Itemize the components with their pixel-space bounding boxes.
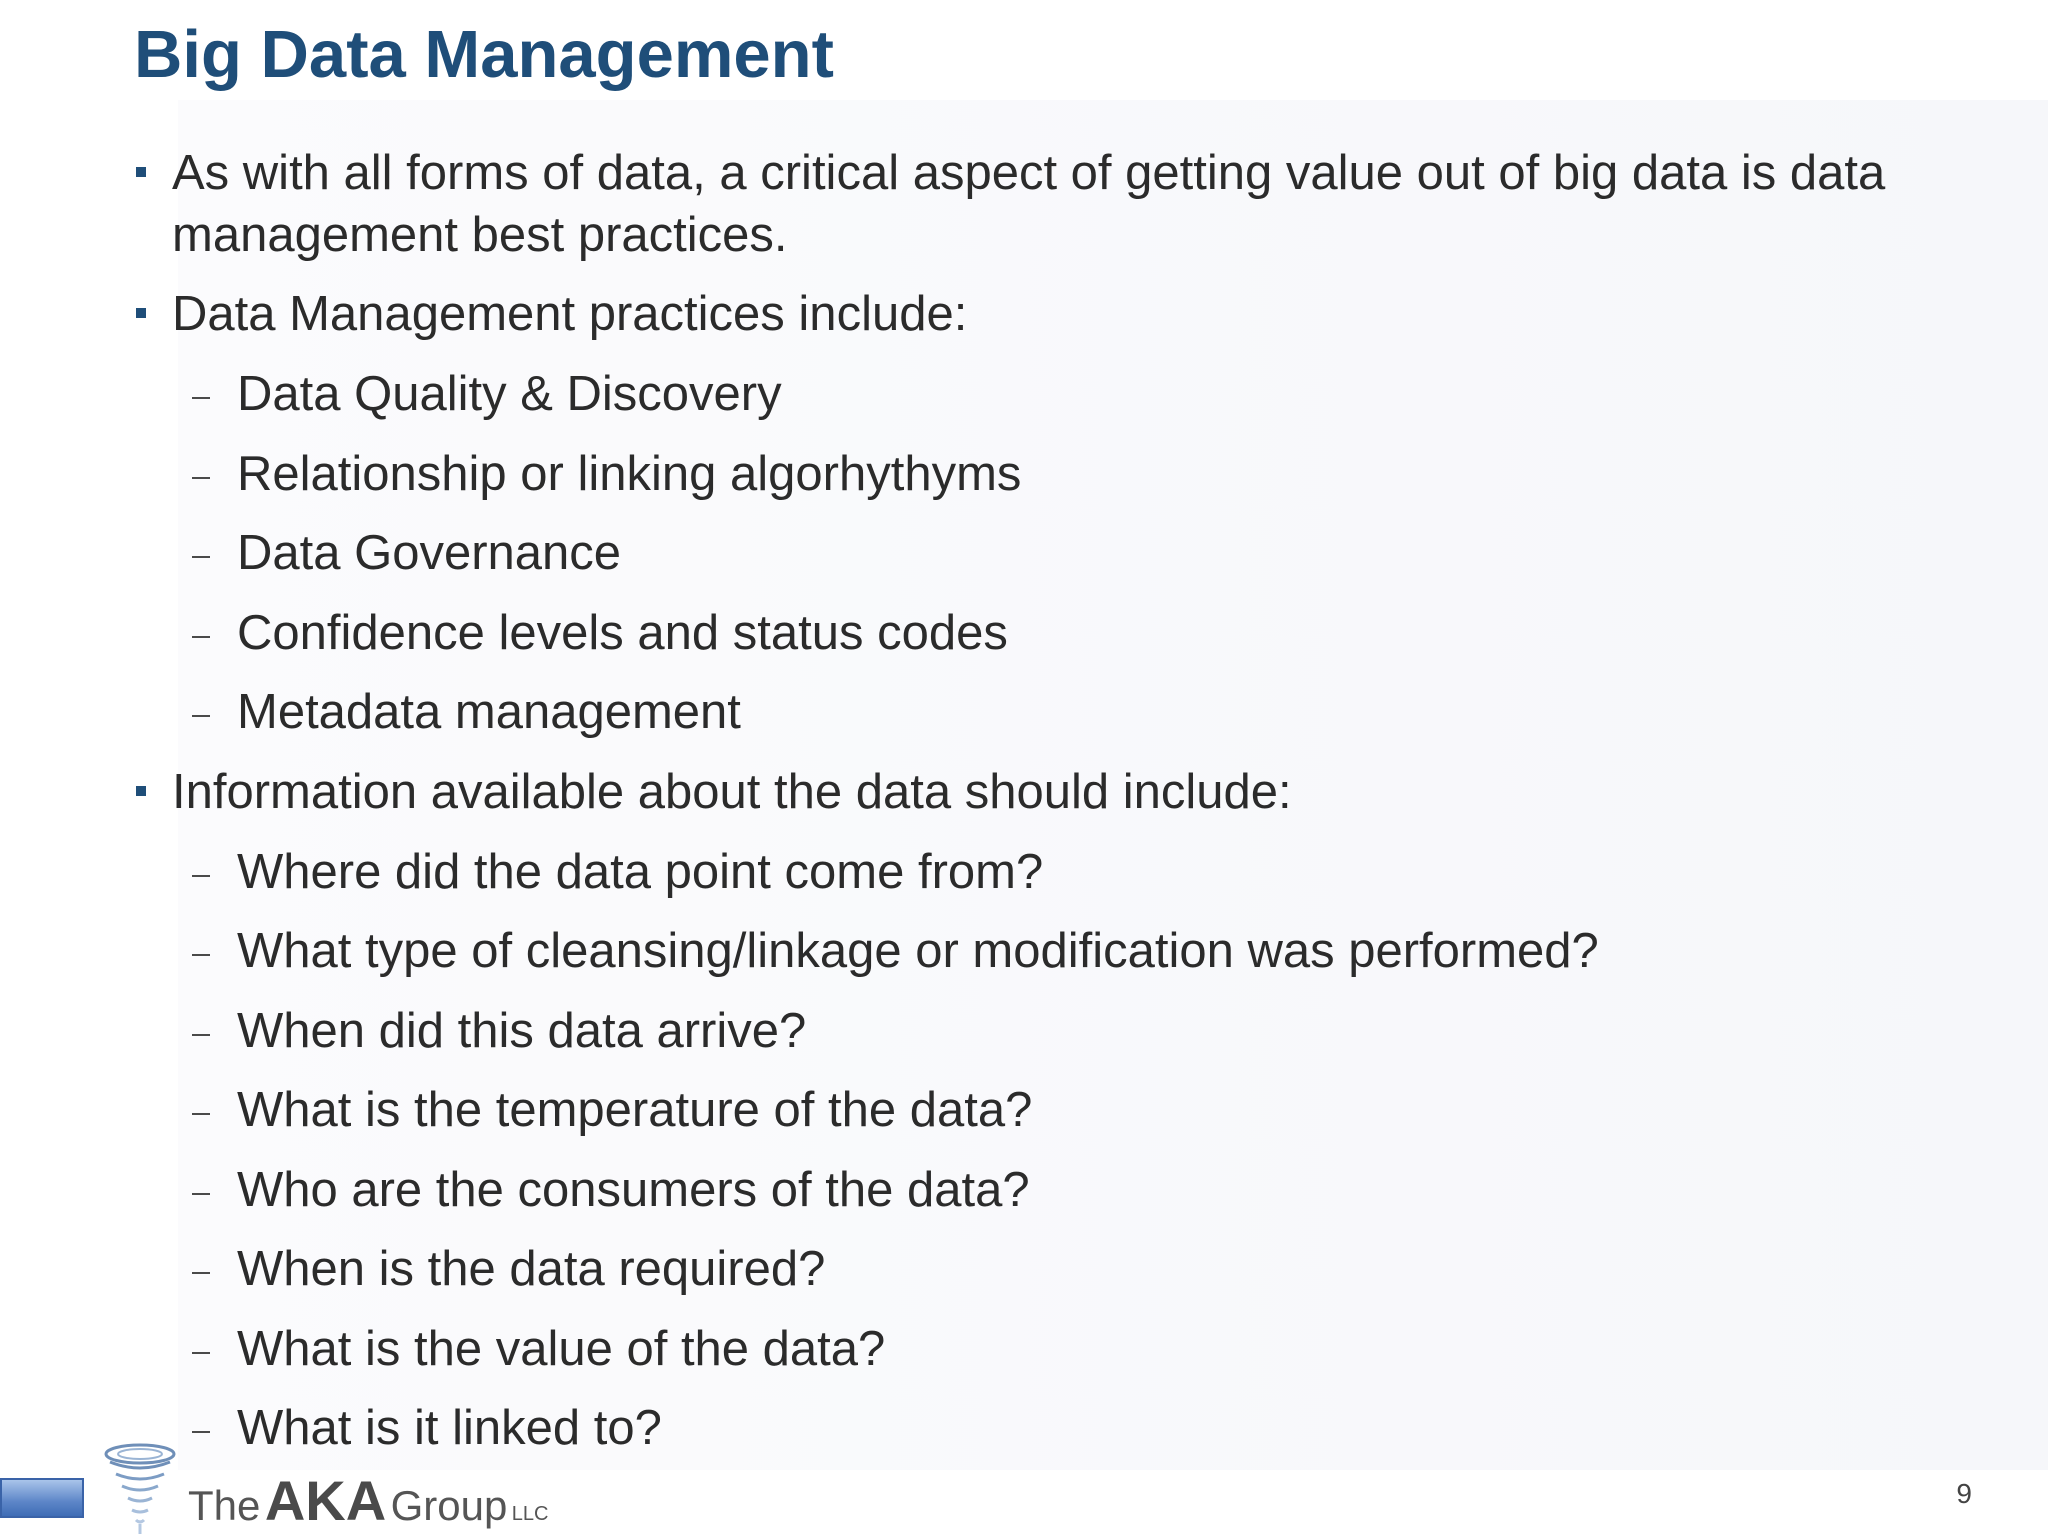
dash-marker — [192, 1352, 210, 1354]
bullet-1-line-1: As with all forms of data, a critical aspect of getting value out of big data is data — [172, 146, 1886, 200]
logo-group: Group — [390, 1482, 508, 1529]
bullet-2-text: Data Management practices include: — [172, 287, 968, 341]
bullet-marker — [136, 167, 146, 177]
sub-item: What is the temperature of the data? — [237, 1083, 1033, 1137]
sub-item: What is the value of the data? — [237, 1322, 886, 1376]
sub-item: Where did the data point come from? — [237, 845, 1044, 899]
logo-aka: AKA — [264, 1469, 387, 1532]
sub-item: Confidence levels and status codes — [237, 606, 1008, 660]
bullet-marker — [136, 308, 146, 318]
dash-marker — [192, 1272, 210, 1274]
dash-marker — [192, 477, 210, 479]
dash-marker — [192, 556, 210, 558]
bullet-marker — [136, 786, 146, 796]
page-number: 9 — [1956, 1478, 1972, 1509]
sub-item: What is it linked to? — [237, 1401, 662, 1455]
bullet-1-line-2: management best practices. — [172, 208, 788, 262]
dash-marker — [192, 1431, 210, 1433]
bullet-3-text: Information available about the data should include: — [172, 765, 1292, 819]
dash-marker — [192, 1113, 210, 1115]
sub-item: Who are the consumers of the data? — [237, 1163, 1030, 1217]
dash-marker — [192, 875, 210, 877]
sub-item: Data Quality & Discovery — [237, 367, 782, 421]
sub-item: When is the data required? — [237, 1242, 826, 1296]
company-logo — [100, 1440, 620, 1536]
sub-item: Relationship or linking algorhythyms — [237, 447, 1022, 501]
dash-marker — [192, 636, 210, 638]
dash-marker — [192, 715, 210, 717]
logo-the: The — [188, 1482, 261, 1529]
sub-item: When did this data arrive? — [237, 1004, 807, 1058]
footer-accent-bar — [0, 1478, 84, 1518]
slide-title: Big Data Management — [134, 17, 834, 92]
dash-marker — [192, 397, 210, 399]
tornado-logo-icon — [100, 1440, 180, 1536]
logo-wordmark — [188, 1468, 549, 1533]
dash-marker — [192, 1034, 210, 1036]
dash-marker — [192, 1193, 210, 1195]
sub-item: What type of cleansing/linkage or modification was performed? — [237, 924, 1599, 978]
sub-item: Metadata management — [237, 685, 741, 739]
sub-item: Data Governance — [237, 526, 622, 580]
dash-marker — [192, 954, 210, 956]
logo-llc: LLC — [511, 1503, 549, 1525]
